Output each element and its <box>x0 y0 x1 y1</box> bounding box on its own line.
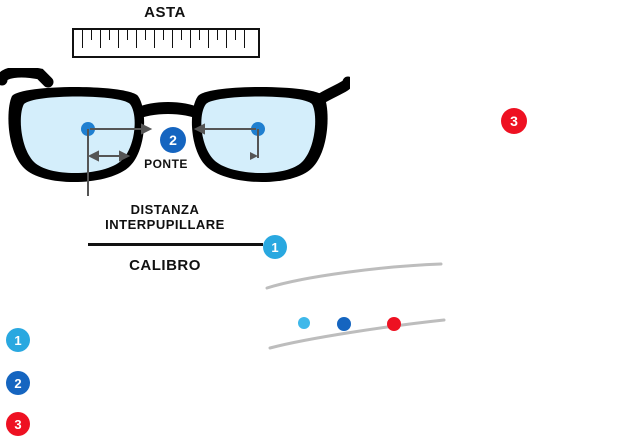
dot-marker-cyan <box>298 317 310 329</box>
label-distanza-line2: INTERPUPILLARE <box>105 217 225 232</box>
dot-marker-red <box>387 317 401 331</box>
temple-arm-sketch-lower <box>268 318 448 352</box>
legend-badge-2[interactable]: 2 <box>6 371 30 395</box>
legend-badge-3[interactable]: 3 <box>6 412 30 436</box>
label-asta: ASTA <box>144 4 186 21</box>
label-ponte: PONTE <box>144 157 188 171</box>
label-distanza-interpupillare <box>85 202 245 232</box>
temple-arm-sketch-upper <box>265 262 445 292</box>
label-calibro: CALIBRO <box>129 257 201 274</box>
badge-distanza[interactable]: 1 <box>263 235 287 259</box>
label-distanza-line1: DISTANZA <box>130 202 200 217</box>
calibro-underline <box>88 243 263 246</box>
legend-badge-1[interactable]: 1 <box>6 328 30 352</box>
badge-ponte[interactable]: 2 <box>160 127 186 153</box>
badge-top-right[interactable]: 3 <box>501 108 527 134</box>
dot-marker-blue <box>337 317 351 331</box>
ruler-icon <box>72 28 260 58</box>
